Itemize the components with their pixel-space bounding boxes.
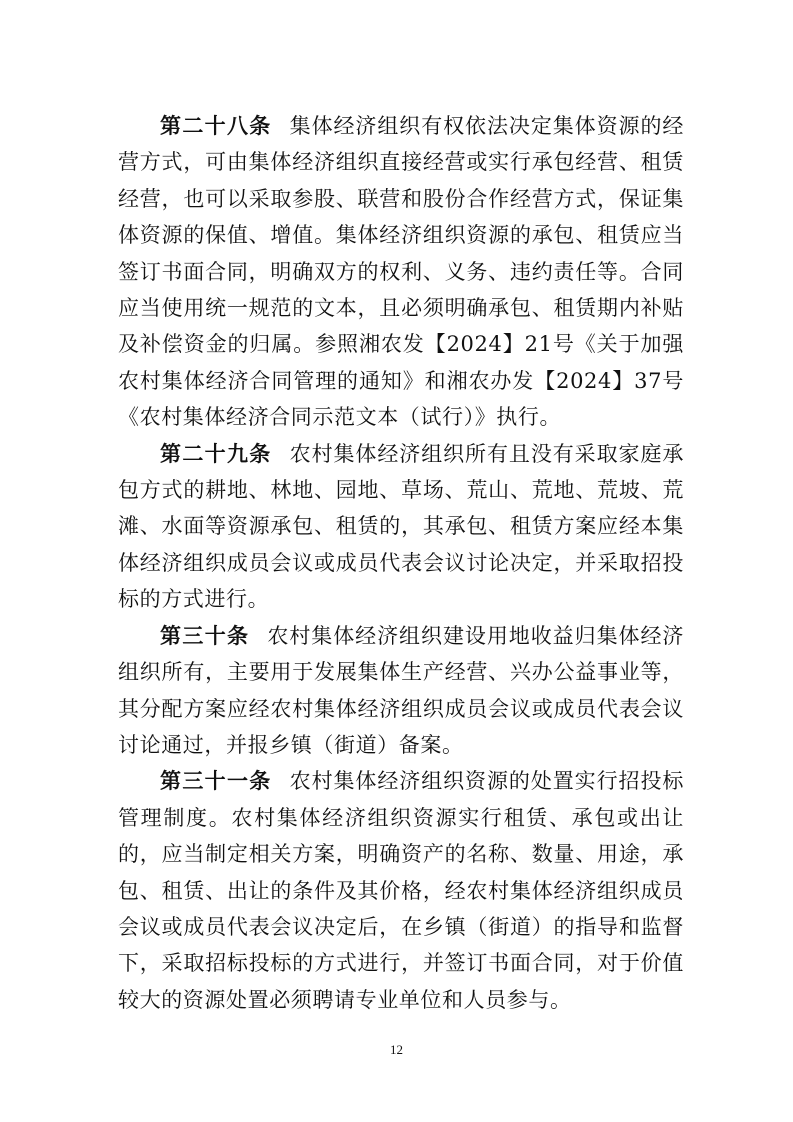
page-number: 12 [390,1042,403,1057]
document-body [118,108,684,1018]
article-text: 农村集体经济组织资源的处置实行招投标管理制度。农村集体经济组织资源实行租赁、承包或出让的，应当制定相关方案，明确资产的名称、数量、用途，承包、租赁、出让的条件及其价格，经农村集体经济组织成员会议或成员代表会议决定后，在乡镇（街道）的指导和监督下，采取招标投标的方式进行，并签订书面合同，对于价值较大的资源处置必须聘请专业单位和人员参与。 [118,769,684,1012]
article-29 [118,436,684,618]
article-text: 集体经济组织有权依法决定集体资源的经营方式，可由集体经济组织直接经营或实行承包经营、租赁经营，也可以采取参股、联营和股份合作经营方式，保证集体资源的保值、增值。集体经济组织资源的承包、租赁应当签订书面合同，明确双方的权利、义务、违约责任等。合同应当使用统一规范的文本，且必须明确承包、租赁期内补贴及补偿资金的归属。参照湘农发【2024】21号《关于加强农村集体经济合同管理的通知》和湘农办发【2024】37号《农村集体经济合同示范文本（试行）》执行。 [118,114,684,430]
article-heading: 第二十九条 [160,441,272,466]
article-30 [118,618,684,764]
article-text: 农村集体经济组织建设用地收益归集体经济组织所有，主要用于发展集体生产经营、兴办公益事业等，其分配方案应经农村集体经济组织成员会议或成员代表会议讨论通过，并报乡镇（街道）备案。 [118,623,685,757]
article-heading: 第二十八条 [160,114,272,138]
article-text: 农村集体经济组织所有且没有采取家庭承包方式的耕地、林地、园地、草场、荒山、荒地、荒坡、荒滩、水面等资源承包、租赁的，其承包、租赁方案应经本集体经济组织成员会议或成员代表会议讨论决定，并采取招投标的方式进行。 [118,441,684,612]
article-heading: 第三十条 [160,623,250,648]
article-31 [118,763,684,1018]
article-28 [118,108,684,436]
article-heading: 第三十一条 [160,769,272,794]
